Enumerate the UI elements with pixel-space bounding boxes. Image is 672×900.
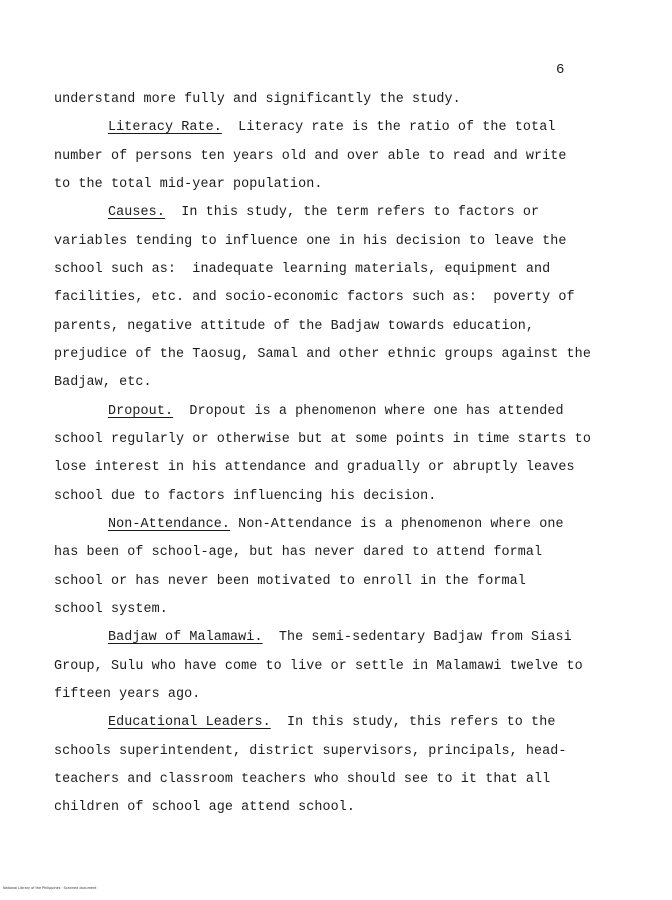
page-number: 6 [556,62,565,78]
definition-line [108,404,564,420]
scan-footer-mark: National Library of the Philippines · Scanned document [3,886,97,890]
text-line: understand more fully and significantly the study. [54,92,461,107]
text-line: fifteen years ago. [54,687,201,702]
text-line: school or has never been motivated to enroll in the formal [54,574,526,589]
term-literacy-rate: Literacy Rate. [108,120,222,135]
text-line: lose interest in his attendance and gradually or abruptly leaves [54,460,575,475]
text-line: to the total mid-year population. [54,177,323,192]
definition-line [108,517,564,533]
definition-text: In this study, the term refers to factors or [164,205,540,220]
text-line: teachers and classroom teachers who should see to it that all [54,772,551,787]
definition-line [108,715,555,731]
text-line: school system. [54,602,168,617]
definition-text: Literacy rate is the ratio of the total [221,120,556,135]
definition-line [108,630,572,646]
term-badjaw-of-malamawi: Badjaw of Malamawi. [108,630,263,645]
text-line: school regularly or otherwise but at some points in time starts to [54,432,591,447]
term-non-attendance: Non-Attendance. [108,517,231,532]
text-line: Group, Sulu who have come to live or settle in Malamawi twelve to [54,659,583,674]
definition-text: The semi-sedentary Badjaw from Siasi [262,630,572,645]
text-line: schools superintendent, district supervisors, principals, head- [54,744,567,759]
term-causes: Causes. [108,205,165,220]
text-line: number of persons ten years old and over able to read and write [54,149,567,164]
text-line: has been of school-age, but has never dared to attend formal [54,545,543,560]
term-educational-leaders: Educational Leaders. [108,715,271,730]
term-dropout: Dropout. [108,404,174,419]
text-line: children of school age attend school. [54,800,356,815]
definition-text: In this study, this refers to the [270,715,556,730]
text-line: parents, negative attitude of the Badjaw towards education, [54,319,535,334]
text-line: Badjaw, etc. [54,375,152,390]
text-line: variables tending to influence one in his decision to leave the [54,234,567,249]
definition-line [108,120,555,136]
text-line: prejudice of the Taosug, Samal and other ethnic groups against the [54,347,591,362]
text-line: school due to factors influencing his decision. [54,489,437,504]
definition-line [108,205,539,221]
text-line: facilities, etc. and socio-economic factors such as: poverty of [54,290,575,305]
definition-text: Dropout is a phenomenon where one has attended [173,404,564,419]
text-line: school such as: inadequate learning materials, equipment and [54,262,551,277]
definition-text: Non-Attendance is a phenomenon where one [230,517,564,532]
